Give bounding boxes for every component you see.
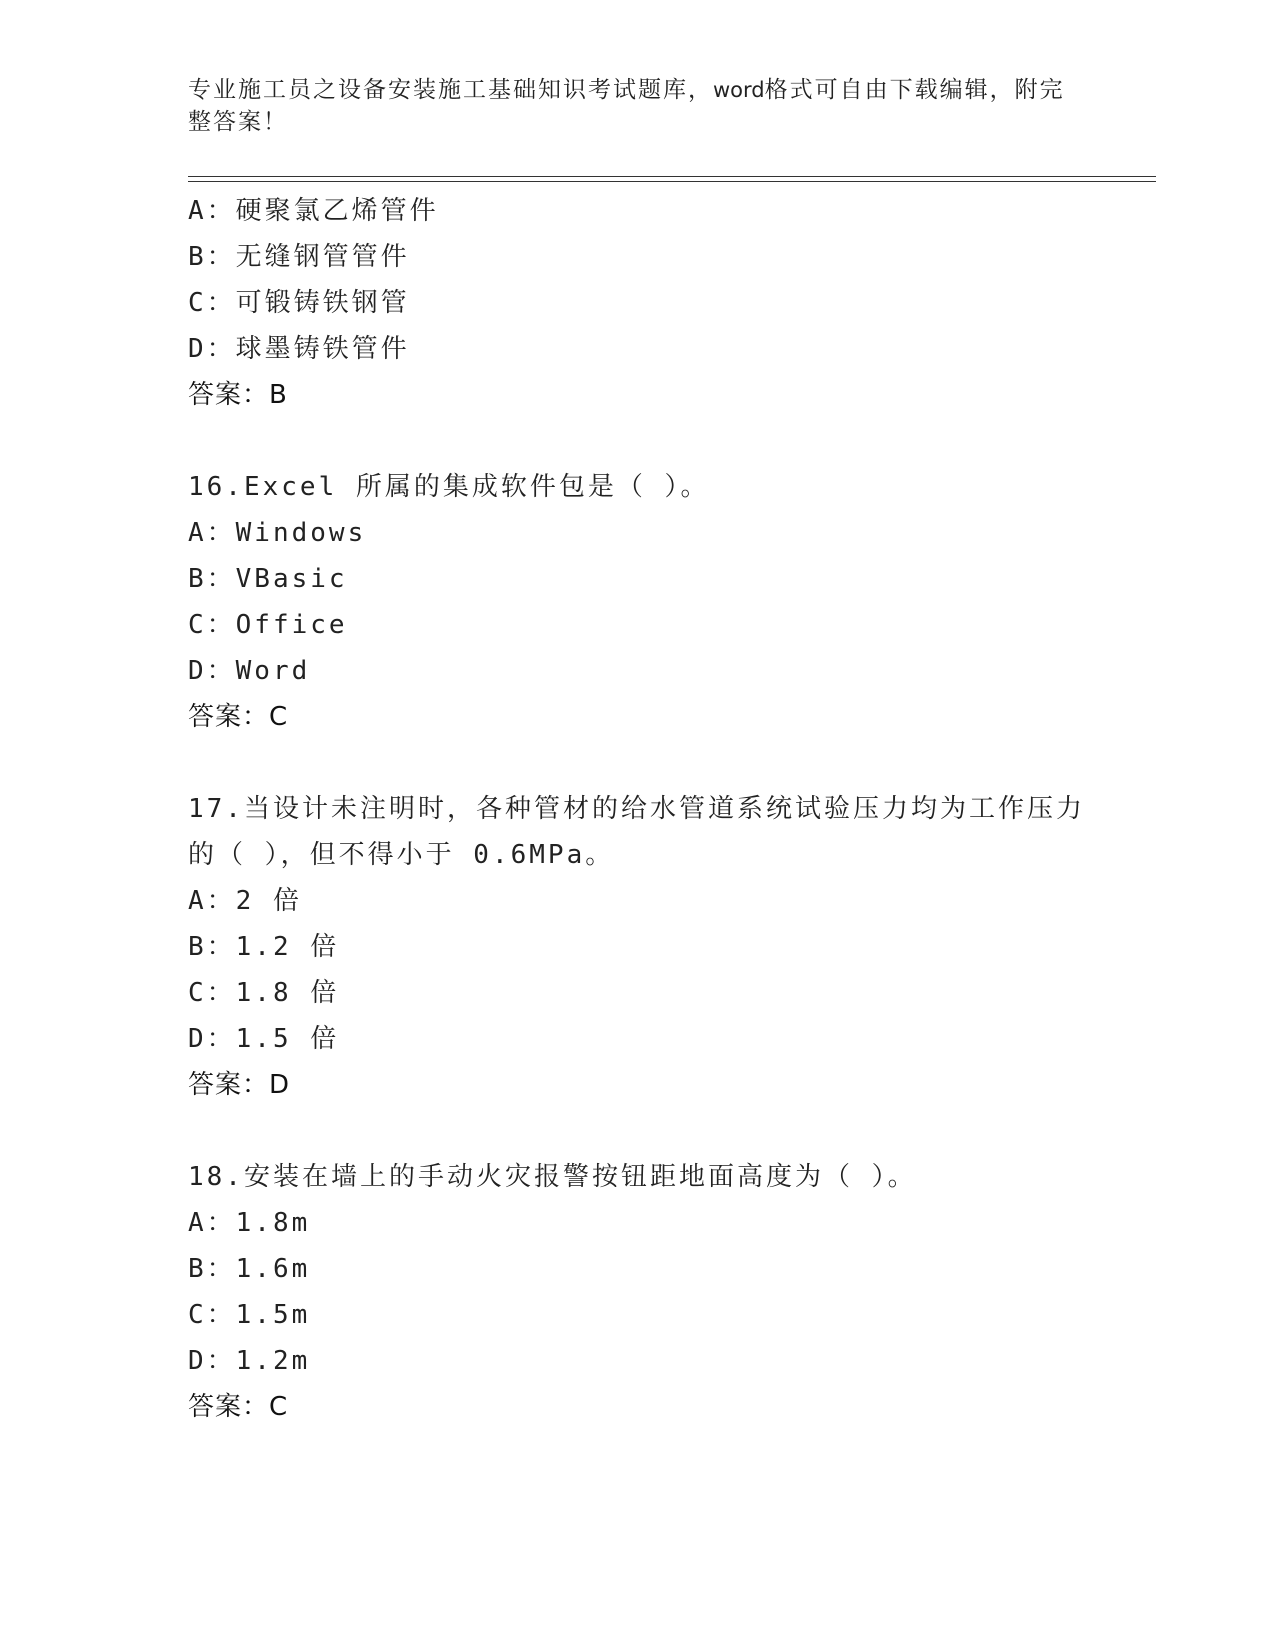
spacer	[188, 740, 1088, 786]
header-title-line-1	[188, 74, 1068, 106]
option-c: C：可锻铸铁钢管	[188, 288, 410, 318]
option-d: D：1.2m	[188, 1346, 311, 1376]
question-18	[188, 1154, 1088, 1430]
header-title-part-a: 专业施工员之设备安装施工基础知识考试题库，	[188, 77, 713, 103]
answer-label: 答案：C	[188, 1392, 289, 1422]
option-b: B：VBasic	[188, 564, 348, 594]
header-title-part-c: 格式可自由下载编辑，附完	[764, 77, 1065, 103]
answer-label: 答案：D	[188, 1070, 291, 1100]
question-text: 18.安装在墙上的手动火灾报警按钮距地面高度为（ ）。	[188, 1162, 917, 1192]
option-b: B：无缝钢管管件	[188, 242, 410, 272]
option-b: B：1.2 倍	[188, 932, 340, 962]
option-b: B：1.6m	[188, 1254, 311, 1284]
option-c: C：1.5m	[188, 1300, 311, 1330]
option-d: D：球墨铸铁管件	[188, 334, 410, 364]
option-d: D：1.5 倍	[188, 1024, 340, 1054]
question-text-line-2: 的（ ），但不得小于 0.6MPa。	[188, 840, 615, 870]
answer-label: 答案：B	[188, 380, 288, 410]
option-c: C：1.8 倍	[188, 978, 340, 1008]
question-text-line-1: 17.当设计未注明时，各种管材的给水管道系统试验压力均为工作压力	[188, 794, 1085, 824]
option-a: A：硬聚氯乙烯管件	[188, 196, 439, 226]
answer-label: 答案：C	[188, 702, 289, 732]
document-header	[188, 74, 1068, 138]
option-c: C：Office	[188, 610, 348, 640]
spacer	[188, 1108, 1088, 1154]
header-title-line-2: 整答案！	[188, 109, 288, 135]
spacer	[188, 418, 1088, 464]
header-title-part-b: word	[713, 78, 765, 102]
question-list	[188, 188, 1088, 1430]
header-divider-bottom	[188, 181, 1156, 182]
header-divider-top	[188, 176, 1156, 177]
option-a: A：1.8m	[188, 1208, 311, 1238]
question-16	[188, 464, 1088, 740]
option-d: D：Word	[188, 656, 311, 686]
question-text: 16.Excel 所属的集成软件包是（ ）。	[188, 472, 710, 502]
option-a: A：Windows	[188, 518, 367, 548]
question-17	[188, 786, 1088, 1108]
question-15	[188, 188, 1088, 418]
option-a: A：2 倍	[188, 886, 302, 916]
